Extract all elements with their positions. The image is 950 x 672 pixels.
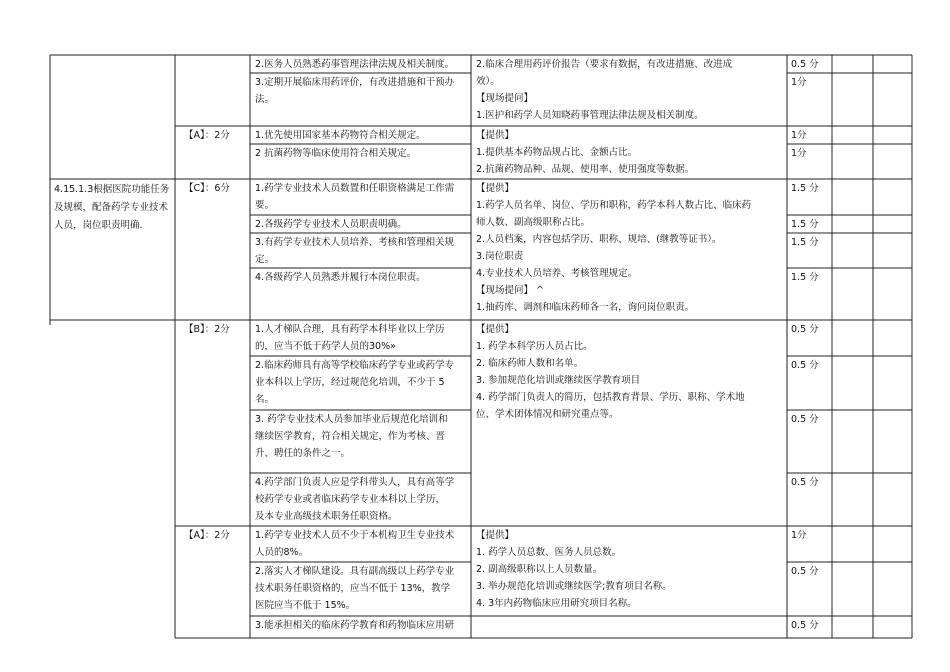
method-line: 1.提供基本药物品规占比、金额占比。 xyxy=(476,147,638,158)
method-line: 【提供】 xyxy=(476,130,515,141)
method-line: 1. 药学本科学历人员占比。 xyxy=(476,341,593,352)
grade-label-a1: 【A】：2分 xyxy=(184,130,230,141)
standard-line: 2.落实人才梯队建设。具有副高级以上药学专业 xyxy=(255,566,455,577)
standard-cell xyxy=(255,74,454,108)
standard-line: 2.临床药师具有高等学校临床药学专业或药学专 xyxy=(255,360,455,371)
standard-line: 的，应当不低于药学人员的30%» xyxy=(255,341,396,352)
standard-cell xyxy=(255,56,454,73)
score-cell: 1分 xyxy=(791,148,807,159)
standard-line: 名。 xyxy=(255,394,275,405)
method-line: 3. 参加规范化培训或继续医学教育项目 xyxy=(476,375,641,386)
score-cell: 0.5 分 xyxy=(791,324,819,335)
standard-line: 医院应当不低于 15%。 xyxy=(255,600,356,611)
method-line: 2.人员档案，内容包括学历、职称、规培、(继教等证书）。 xyxy=(476,234,722,245)
standard-line: 法。 xyxy=(255,94,275,105)
standard-cell xyxy=(255,527,454,561)
method-line: 2. 副高级职称以上人员数量。 xyxy=(476,564,603,575)
standard-cell xyxy=(255,180,454,214)
standard-line: 2.各级药学专业技术人员职责明确。 xyxy=(255,219,407,230)
score-cell: 1.5 分 xyxy=(791,237,819,248)
score-cell: 1分 xyxy=(791,77,807,88)
method-line: 【提供】 xyxy=(476,183,515,194)
method-line: 师人数、副高级职称占比。 xyxy=(476,217,591,228)
method-line: 【提供】 xyxy=(476,530,515,541)
method-line: 1.药学人员名单、岗位、学历和职称，药学本科人数占比、临床药 xyxy=(476,200,752,211)
method-line: 2. 临床药师人数和名单。 xyxy=(476,358,584,369)
standard-cell xyxy=(255,474,454,525)
standard-line: 1.人才梯队合理，具有药学本科毕业以上学历 xyxy=(255,324,445,335)
standard-line: 1.药学专业技术人员数置和任职资格满足工作需 xyxy=(255,183,455,194)
score-cell: 1分 xyxy=(791,530,807,541)
standard-line: 校药学专业或者临床药学专业本科以上学历， xyxy=(255,494,446,505)
method-line: 3.岗位职责 xyxy=(476,251,524,262)
standard-line: 4.药学部门负责人应是学科带头人，具有高等学 xyxy=(255,477,455,488)
item-description-cell: 4.15.1.3根据医院功能任务及规模，配备药学专业技术人员，岗位职责明确. xyxy=(54,184,170,231)
method-line: 2.临床合理用药评价报告（要求有数据，有改进措施、改进成 xyxy=(476,59,733,70)
standard-cell xyxy=(255,617,454,634)
method-cell xyxy=(476,127,694,178)
score-cell: 0.5 分 xyxy=(791,477,819,488)
standard-line: 人员的8%。 xyxy=(255,547,309,558)
standard-line: 2.医务人员熟悉药事管理法律法规及相关制度。 xyxy=(255,59,455,70)
standard-cell xyxy=(255,127,426,144)
standard-line: 3. 药学专业技术人员参加毕业后规范化培训和 xyxy=(255,414,448,425)
method-cell xyxy=(476,527,672,612)
standard-cell xyxy=(255,234,454,268)
method-cell xyxy=(476,321,745,423)
score-cell: 1分 xyxy=(791,130,807,141)
standard-line: 4.各级药学人员熟悉并履行本岗位职责。 xyxy=(255,272,426,283)
standard-line: 继续医学教育，符合相关规定，作为考核、晋 xyxy=(255,431,446,442)
standard-line: 升、聘任的条件之一。 xyxy=(255,448,351,459)
grade-label-a2: 【A】：2分 xyxy=(184,530,230,541)
standard-line: 业本科以上学历，经过规范化培训，不少于 5 xyxy=(255,377,445,388)
standard-cell xyxy=(255,357,454,408)
standard-cell xyxy=(255,216,407,233)
method-cell xyxy=(476,56,732,124)
method-line: 【现场提问】 xyxy=(476,93,534,104)
standard-cell xyxy=(255,269,426,286)
method-line: 1. 药学人员总数、医务人员总数。 xyxy=(476,547,622,558)
method-line: 4. 药学部门负责人的简历，包括教育背景、学历、职称、学术地 xyxy=(476,392,745,403)
score-cell: 1.5 分 xyxy=(791,183,819,194)
method-cell xyxy=(476,180,751,316)
standard-line: 3.能承担相关的临床药学教育和药物临床应用研 xyxy=(255,620,455,631)
method-line: 1.医护和药学人员知晓药事管理法律法规及相关制度。 xyxy=(476,110,704,121)
standard-line: 技术职务任职资格的，应当不低于 13%，教学 xyxy=(255,583,451,594)
standard-cell xyxy=(255,321,445,355)
standard-cell xyxy=(255,411,448,462)
score-cell: 0.5 分 xyxy=(791,59,819,70)
score-cell: 0.5 分 xyxy=(791,414,819,425)
standard-line: 3.定期开展临床用药评价，有改进措施和干预办 xyxy=(255,77,455,88)
grade-label-b: 【B】：2分 xyxy=(184,324,230,335)
score-cell: 0.5 分 xyxy=(791,620,819,631)
score-cell: 0.5 分 xyxy=(791,566,819,577)
standard-line: 定。 xyxy=(255,254,275,265)
score-cell: 0.5 分 xyxy=(791,360,819,371)
method-line: 1.抽药库、调剂和临床药师各一名，询问岗位职责。 xyxy=(476,302,695,313)
grade-label-c: 【C】：6分 xyxy=(184,183,230,194)
standard-line: 要。 xyxy=(255,200,275,211)
method-line: 【提供】 xyxy=(476,324,515,335)
score-cell: 1.5 分 xyxy=(791,272,819,283)
score-cell: 1.5 分 xyxy=(791,219,819,230)
standard-line: 2 抗菌药物等临床使用符合相关规定。 xyxy=(255,148,417,159)
method-line: 效）。 xyxy=(476,76,500,87)
standard-line: 1.优先使用国家基本药物符合相关规定。 xyxy=(255,130,426,141)
standard-line: 3.有药学专业技术人员培养、考核和管理相关规 xyxy=(255,237,455,248)
method-line: 3. 举办规范化培训或继续医学;教育项目名称。 xyxy=(476,581,672,592)
standard-line: 及本专业高级技术职务任职资格。 xyxy=(255,511,398,522)
standard-cell xyxy=(255,145,416,162)
method-line: 4. 3年内药物临床应用研究项目名称。 xyxy=(476,598,637,609)
method-line: 【现场提问】 ^ xyxy=(476,285,544,296)
standard-line: 1.药学专业技术人员不少于本机构卫生专业技术 xyxy=(255,530,455,541)
method-line: 2.抗菌药物品种、品规、使用率、使用强度等数据。 xyxy=(476,164,695,175)
standard-cell xyxy=(255,563,454,614)
method-line: 4.专业技术人员培养、考核管理规定。 xyxy=(476,268,638,279)
method-line: 位、学术团体情况和研究重点等。 xyxy=(476,409,619,420)
